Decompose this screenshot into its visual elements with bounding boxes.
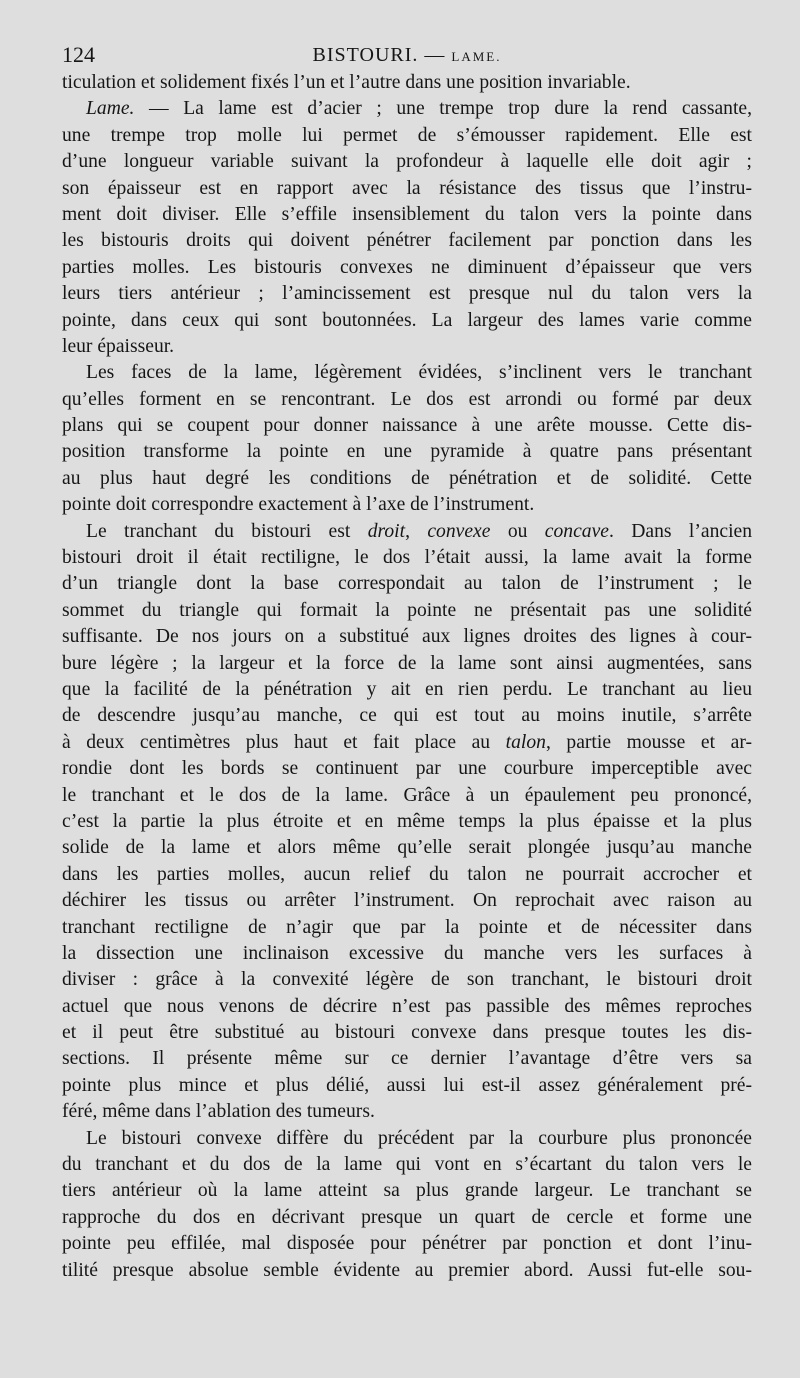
text-line: position transforme la pointe en une pyramide à quatre pans présentant — [62, 441, 752, 463]
text-line: dans les parties molles, aucun relief du talon ne pourrait accrocher et — [62, 863, 752, 885]
page-number: 124 — [62, 42, 95, 67]
text-run: à deux centimètres plus haut et fait place au — [62, 731, 506, 753]
text-line: pointe doit correspondre exactement à l’axe de l’instrument. — [62, 494, 535, 516]
text-line — [62, 96, 752, 122]
text-line: ment doit diviser. Elle s’effile insensiblement du talon vers la pointe dans — [62, 203, 752, 225]
text-line: leur épaisseur. — [62, 335, 175, 357]
text-line: c’est la partie la plus étroite et en même temps la plus épaisse et la plus — [62, 810, 752, 832]
text-line: les bistouris droits qui doivent pénétrer facilement par ponction dans les — [62, 230, 752, 252]
text-line: tranchant rectiligne de n’agir que par la pointe et de nécessiter dans — [62, 916, 752, 938]
text-line: d’un triangle dont la base correspondait au talon de l’instrument ; le — [62, 573, 752, 595]
text-line: déchirer les tissus ou arrêter l’instrument. On reprochait avec raison au — [62, 890, 752, 912]
text-run: , partie mousse et ar- — [545, 731, 752, 753]
text-run: , — [405, 520, 428, 542]
text-line: et il peut être substitué au bistouri convexe dans presque toutes les dis- — [62, 1022, 752, 1044]
italic-term: droit — [367, 520, 406, 542]
text-line: de descendre jusqu’au manche, ce qui est tout au moins inutile, s’arrête — [62, 705, 752, 727]
text-line: pointe peu effilée, mal disposée pour pénétrer par ponction et dont l’inu- — [62, 1233, 752, 1255]
running-title — [62, 38, 752, 74]
text-run: . Dans l’ancien — [608, 520, 752, 542]
text-run: Le tranchant du bistouri est — [86, 520, 368, 542]
text-line: ticulation et solidement fixés l’un et l’autre dans une position invariable. — [62, 72, 631, 93]
text-line: que la facilité de la pénétration y ait en rien perdu. Le tranchant au lieu — [62, 678, 752, 700]
text-line: diviser : grâce à la convexité légère de son tranchant, le bistouri droit — [62, 969, 752, 991]
running-title-main: BISTOURI. — [312, 44, 419, 66]
text-line: féré, même dans l’ablation des tumeurs. — [62, 1101, 375, 1123]
text-line: rapproche du dos en décrivant presque un quart de cercle et forme une — [62, 1206, 752, 1228]
text-line: tilité presque absolue semble évidente au premier abord. Aussi fut-elle sou- — [62, 1259, 752, 1281]
text-line: bure légère ; la largeur et la force de la lame sont ainsi augmentées, sans — [62, 652, 752, 674]
text-run: — La lame est d’acier ; une trempe trop dure la rend cassante, — [134, 98, 752, 120]
text-line: une trempe trop molle lui permet de s’émousser rapidement. Elle est — [62, 124, 752, 146]
text-line: plans qui se coupent pour donner naissance à une arête mousse. Cette dis- — [62, 415, 752, 437]
running-title-sub: LAME. — [451, 49, 502, 64]
text-line: Le bistouri convexe diffère du précédent par la courbure plus prononcée — [86, 1127, 752, 1149]
text-line: sommet du triangle qui formait la pointe ne présentait pas une solidité — [62, 599, 752, 621]
text-line: parties molles. Les bistouris convexes ne diminuent d’épaisseur que vers — [62, 256, 752, 278]
text-line: solide de la lame et alors même qu’elle serait plongée jusqu’au manche — [62, 837, 752, 859]
text-line: pointe plus mince et plus délié, aussi lui est-il assez généralement pré- — [62, 1074, 752, 1096]
text-line: sections. Il présente même sur ce dernier l’avantage d’être vers sa — [62, 1048, 752, 1070]
italic-term: convexe — [427, 520, 491, 542]
text-line: la dissection une inclinaison excessive du manche vers les surfaces à — [62, 942, 752, 964]
text-line: pointe, dans ceux qui sont boutonnées. La largeur des lames varie comme — [62, 309, 752, 331]
text-line — [62, 519, 752, 545]
text-line: rondie dont les bords se continuent par une courbure imperceptible avec — [62, 758, 752, 780]
text-line: au plus haut degré les conditions de pénétration et de solidité. Cette — [62, 467, 752, 489]
text-line: qu’elles forment en se rencontrant. Le dos est arrondi ou formé par deux — [62, 388, 752, 410]
running-header — [62, 38, 752, 72]
text-line: son épaisseur est en rapport avec la résistance des tissus que l’instru- — [62, 177, 752, 199]
text-line: actuel que nous venons de décrire n’est pas passible des mêmes reproches — [62, 995, 752, 1017]
text-line: tiers antérieur où la lame atteint sa plus grande largeur. Le tranchant se — [62, 1180, 752, 1202]
text-line: suffisante. De nos jours on a substitué aux lignes droites des lignes à cour- — [62, 626, 752, 648]
italic-term: Lame. — [86, 98, 135, 120]
body-text — [62, 70, 752, 1284]
text-line: Les faces de la lame, légèrement évidées, s’inclinent vers le tranchant — [86, 362, 752, 384]
text-line: le tranchant et le dos de la lame. Grâce à un épaulement peu prononcé, — [62, 784, 752, 806]
text-line: leurs tiers antérieur ; l’amincissement est presque nul du talon vers la — [62, 283, 752, 305]
text-line: du tranchant et du dos de la lame qui vont en s’écartant du talon vers le — [62, 1154, 752, 1176]
italic-term: talon — [505, 731, 546, 753]
italic-term: concave — [544, 520, 609, 542]
running-title-dash: — — [418, 44, 452, 66]
text-run: ou — [490, 520, 545, 542]
text-line — [62, 730, 752, 756]
text-line: d’une longueur variable suivant la profondeur à laquelle elle doit agir ; — [62, 151, 752, 173]
text-line: bistouri droit il était rectiligne, le dos l’était aussi, la lame avait la forme — [62, 547, 752, 569]
